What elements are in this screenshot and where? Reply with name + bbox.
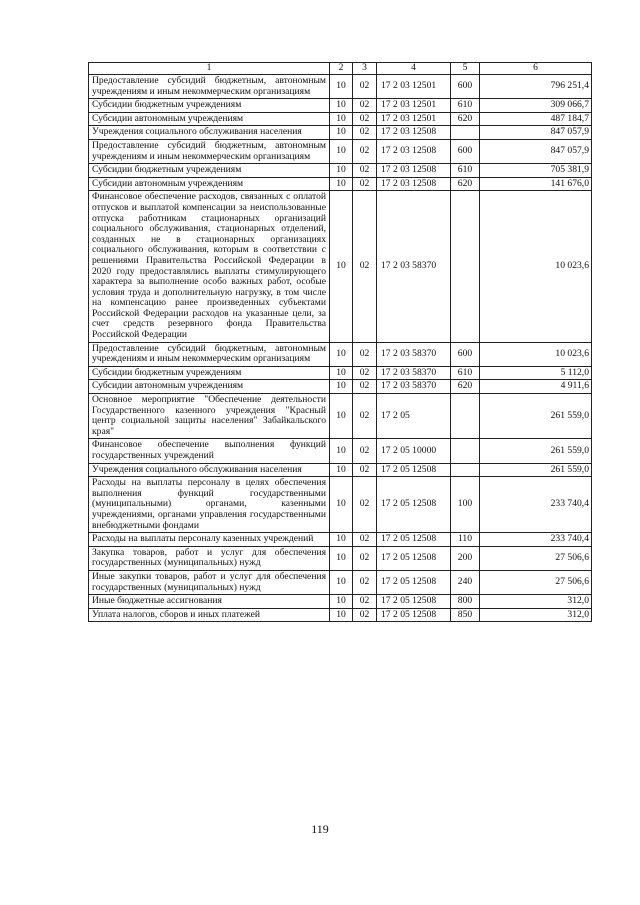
table-row xyxy=(89,394,592,439)
table-row xyxy=(89,75,592,99)
row-subsection-cell: 02 xyxy=(353,139,377,163)
row-name-cell: Предоставление субсидий бюджетным, автономным учреждениям и иным некоммерческим организациям xyxy=(89,342,330,366)
row-section-cell: 10 xyxy=(330,177,353,191)
row-section-cell: 10 xyxy=(330,99,353,113)
row-subsection-cell: 02 xyxy=(353,439,377,463)
budget-table xyxy=(88,62,592,622)
row-subsection-cell: 02 xyxy=(353,595,377,609)
row-target-article-cell: 17 2 05 12508 xyxy=(377,608,451,622)
row-expense-type-cell xyxy=(451,191,480,342)
row-section-cell: 10 xyxy=(330,342,353,366)
row-section-cell: 10 xyxy=(330,546,353,570)
row-target-article-cell: 17 2 03 58370 xyxy=(377,380,451,394)
row-target-article-cell: 17 2 03 12501 xyxy=(377,75,451,99)
row-target-article-cell: 17 2 03 58370 xyxy=(377,191,451,342)
header-cell-target-article: 4 xyxy=(377,63,451,75)
table-row xyxy=(89,164,592,178)
header-row xyxy=(89,63,592,75)
row-target-article-cell: 17 2 05 12508 xyxy=(377,463,451,477)
row-expense-type-cell: 100 xyxy=(451,477,480,533)
row-amount-cell: 261 559,0 xyxy=(480,463,592,477)
header-cell-name: 1 xyxy=(89,63,330,75)
row-expense-type-cell: 610 xyxy=(451,164,480,178)
row-subsection-cell: 02 xyxy=(353,366,377,380)
row-expense-type-cell: 240 xyxy=(451,570,480,594)
row-expense-type-cell: 110 xyxy=(451,533,480,547)
row-name-cell: Субсидии автономным учреждениям xyxy=(89,380,330,394)
row-subsection-cell: 02 xyxy=(353,394,377,439)
row-amount-cell: 233 740,4 xyxy=(480,477,592,533)
row-section-cell: 10 xyxy=(330,595,353,609)
table-row xyxy=(89,112,592,126)
page-number: 119 xyxy=(311,822,329,836)
row-amount-cell: 10 023,6 xyxy=(480,342,592,366)
table-row xyxy=(89,342,592,366)
row-amount-cell: 4 911,6 xyxy=(480,380,592,394)
table-row xyxy=(89,439,592,463)
row-target-article-cell: 17 2 05 12508 xyxy=(377,570,451,594)
table-row xyxy=(89,608,592,622)
row-subsection-cell: 02 xyxy=(353,570,377,594)
row-subsection-cell: 02 xyxy=(353,463,377,477)
row-amount-cell: 309 066,7 xyxy=(480,99,592,113)
row-section-cell: 10 xyxy=(330,380,353,394)
row-name-cell: Основное мероприятие "Обеспечение деятельности Государственного казенного учреждения "Красный центр социальной защиты населения" Забайкальского края" xyxy=(89,394,330,439)
row-expense-type-cell xyxy=(451,439,480,463)
row-name-cell: Субсидии бюджетным учреждениям xyxy=(89,164,330,178)
row-name-cell: Субсидии автономным учреждениям xyxy=(89,112,330,126)
row-section-cell: 10 xyxy=(330,533,353,547)
table-row xyxy=(89,533,592,547)
row-subsection-cell: 02 xyxy=(353,164,377,178)
row-name-cell: Расходы на выплаты персоналу в целях обеспечения выполнения функций государственными (муниципальными) органами, казенными учреждениями, органами управления государственными внебюджетными фондами xyxy=(89,477,330,533)
row-subsection-cell: 02 xyxy=(353,380,377,394)
row-target-article-cell: 17 2 05 10000 xyxy=(377,439,451,463)
row-expense-type-cell: 620 xyxy=(451,380,480,394)
row-name-cell: Предоставление субсидий бюджетным, автономным учреждениям и иным некоммерческим организациям xyxy=(89,139,330,163)
row-expense-type-cell: 200 xyxy=(451,546,480,570)
table-row xyxy=(89,380,592,394)
row-subsection-cell: 02 xyxy=(353,126,377,140)
row-expense-type-cell: 620 xyxy=(451,112,480,126)
row-subsection-cell: 02 xyxy=(353,342,377,366)
row-amount-cell: 312,0 xyxy=(480,608,592,622)
row-expense-type-cell: 850 xyxy=(451,608,480,622)
row-amount-cell: 312,0 xyxy=(480,595,592,609)
row-name-cell: Расходы на выплаты персоналу казенных учреждений xyxy=(89,533,330,547)
header-cell-subsection: 3 xyxy=(353,63,377,75)
row-section-cell: 10 xyxy=(330,366,353,380)
row-amount-cell: 233 740,4 xyxy=(480,533,592,547)
row-amount-cell: 705 381,9 xyxy=(480,164,592,178)
table-row xyxy=(89,177,592,191)
row-target-article-cell: 17 2 05 12508 xyxy=(377,546,451,570)
row-expense-type-cell xyxy=(451,463,480,477)
row-subsection-cell: 02 xyxy=(353,477,377,533)
row-expense-type-cell xyxy=(451,126,480,140)
row-section-cell: 10 xyxy=(330,477,353,533)
row-section-cell: 10 xyxy=(330,439,353,463)
row-section-cell: 10 xyxy=(330,126,353,140)
row-section-cell: 10 xyxy=(330,570,353,594)
row-target-article-cell: 17 2 03 12501 xyxy=(377,112,451,126)
row-target-article-cell: 17 2 03 12508 xyxy=(377,177,451,191)
row-section-cell: 10 xyxy=(330,191,353,342)
table-row xyxy=(89,139,592,163)
row-expense-type-cell: 600 xyxy=(451,342,480,366)
row-amount-cell: 261 559,0 xyxy=(480,439,592,463)
header-cell-expense-type: 5 xyxy=(451,63,480,75)
row-subsection-cell: 02 xyxy=(353,99,377,113)
row-amount-cell: 27 506,6 xyxy=(480,546,592,570)
header-cell-section: 2 xyxy=(330,63,353,75)
row-target-article-cell: 17 2 03 12508 xyxy=(377,139,451,163)
row-name-cell: Финансовое обеспечение расходов, связанных с оплатой отпусков и выплатой компенсации за неиспользованные отпуска работникам стационарных организаций социального обслуживания, стационарных отделений, созданных не в стационарных организациях социального обслуживания, которым в соответствии с решениями Правительства Российской Федерации в 2020 году предоставлялись выплаты стимулирующего характера за выполнение особо важных работ, особые условия труда и дополнительную нагрузку, в том числе на компенсацию ранее произведенных субъектами Российской Федерации расходов на указанные цели, за счет средств резервного фонда Правительства Российской Федерации xyxy=(89,191,330,342)
row-section-cell: 10 xyxy=(330,75,353,99)
row-target-article-cell: 17 2 05 12508 xyxy=(377,477,451,533)
row-target-article-cell: 17 2 05 12508 xyxy=(377,595,451,609)
row-target-article-cell: 17 2 03 12508 xyxy=(377,126,451,140)
row-amount-cell: 27 506,6 xyxy=(480,570,592,594)
table-row xyxy=(89,366,592,380)
row-name-cell: Иные закупки товаров, работ и услуг для обеспечения государственных (муниципальных) нужд xyxy=(89,570,330,594)
row-name-cell: Учреждения социального обслуживания населения xyxy=(89,463,330,477)
header-cell-amount: 6 xyxy=(480,63,592,75)
row-section-cell: 10 xyxy=(330,164,353,178)
row-target-article-cell: 17 2 05 xyxy=(377,394,451,439)
row-name-cell: Финансовое обеспечение выполнения функций государственных учреждений xyxy=(89,439,330,463)
row-amount-cell: 847 057,9 xyxy=(480,139,592,163)
row-expense-type-cell: 600 xyxy=(451,75,480,99)
row-expense-type-cell xyxy=(451,394,480,439)
row-section-cell: 10 xyxy=(330,112,353,126)
row-amount-cell: 796 251,4 xyxy=(480,75,592,99)
row-subsection-cell: 02 xyxy=(353,608,377,622)
table-row xyxy=(89,191,592,342)
row-target-article-cell: 17 2 03 12501 xyxy=(377,99,451,113)
table-row xyxy=(89,126,592,140)
row-name-cell: Субсидии бюджетным учреждениям xyxy=(89,366,330,380)
row-subsection-cell: 02 xyxy=(353,177,377,191)
row-subsection-cell: 02 xyxy=(353,546,377,570)
table-body xyxy=(89,63,592,622)
row-expense-type-cell: 800 xyxy=(451,595,480,609)
row-name-cell: Субсидии автономным учреждениям xyxy=(89,177,330,191)
row-target-article-cell: 17 2 03 58370 xyxy=(377,342,451,366)
row-target-article-cell: 17 2 03 58370 xyxy=(377,366,451,380)
row-subsection-cell: 02 xyxy=(353,533,377,547)
row-section-cell: 10 xyxy=(330,608,353,622)
row-name-cell: Учреждения социального обслуживания населения xyxy=(89,126,330,140)
row-amount-cell: 261 559,0 xyxy=(480,394,592,439)
row-amount-cell: 141 676,0 xyxy=(480,177,592,191)
row-expense-type-cell: 600 xyxy=(451,139,480,163)
row-expense-type-cell: 610 xyxy=(451,99,480,113)
row-section-cell: 10 xyxy=(330,139,353,163)
row-subsection-cell: 02 xyxy=(353,75,377,99)
row-section-cell: 10 xyxy=(330,463,353,477)
row-target-article-cell: 17 2 05 12508 xyxy=(377,533,451,547)
table-row xyxy=(89,463,592,477)
row-name-cell: Иные бюджетные ассигнования xyxy=(89,595,330,609)
table-row xyxy=(89,546,592,570)
row-amount-cell: 5 112,0 xyxy=(480,366,592,380)
row-amount-cell: 847 057,9 xyxy=(480,126,592,140)
row-amount-cell: 10 023,6 xyxy=(480,191,592,342)
row-subsection-cell: 02 xyxy=(353,112,377,126)
row-amount-cell: 487 184,7 xyxy=(480,112,592,126)
row-target-article-cell: 17 2 03 12508 xyxy=(377,164,451,178)
row-name-cell: Предоставление субсидий бюджетным, автономным учреждениям и иным некоммерческим организациям xyxy=(89,75,330,99)
table-row xyxy=(89,570,592,594)
table-row xyxy=(89,595,592,609)
row-section-cell: 10 xyxy=(330,394,353,439)
table-row xyxy=(89,477,592,533)
row-name-cell: Закупка товаров, работ и услуг для обеспечения государственных (муниципальных) нужд xyxy=(89,546,330,570)
table-row xyxy=(89,99,592,113)
row-expense-type-cell: 610 xyxy=(451,366,480,380)
row-name-cell: Уплата налогов, сборов и иных платежей xyxy=(89,608,330,622)
row-name-cell: Субсидии бюджетным учреждениям xyxy=(89,99,330,113)
row-subsection-cell: 02 xyxy=(353,191,377,342)
row-expense-type-cell: 620 xyxy=(451,177,480,191)
